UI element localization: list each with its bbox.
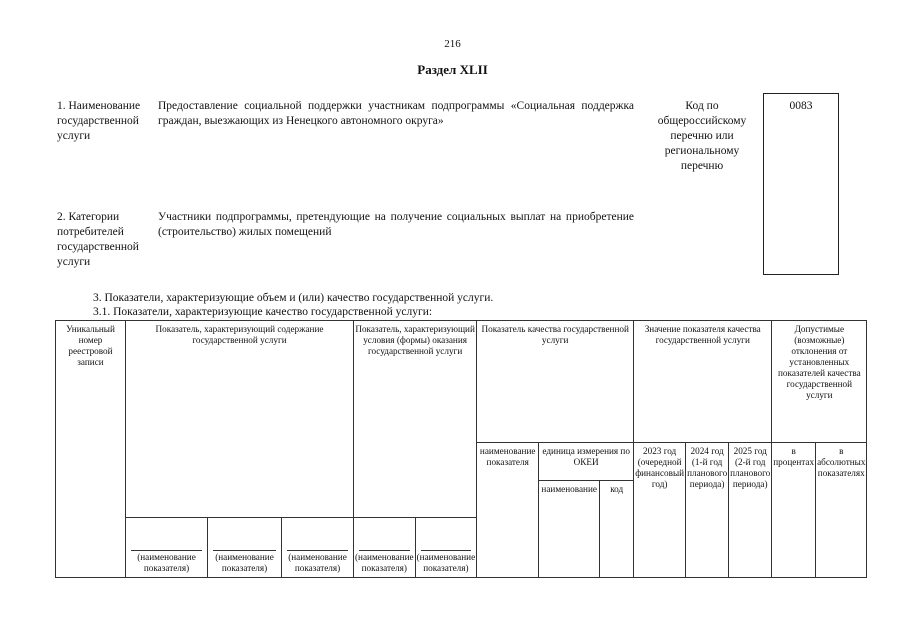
condition-indicator-2: (наименование показателя) — [415, 518, 477, 578]
code-value: 0083 — [789, 100, 813, 112]
header-indicator-name: наименование показателя — [477, 443, 539, 578]
code-box — [763, 93, 839, 275]
item31-text: 3.1. Показатели, характеризующие качество государственной услуги: — [93, 306, 433, 318]
header-okei-name: наименование — [539, 481, 600, 578]
header-in-absolute: в абсолютных показателях — [816, 443, 867, 578]
item2-label: 2. Категории потребителей государственной услуги — [57, 211, 139, 268]
page-number: 216 — [444, 38, 461, 50]
item2-text: Участники подпрограммы, претендующие на получение социальных выплат на приобретение (строительство) жилых помещений — [158, 211, 634, 238]
header-indicator-value: Значение показателя качества государственной услуги — [634, 321, 772, 443]
quality-indicators-table — [55, 320, 867, 578]
header-allowed-deviation: Допустимые (возможные) отклонения от установленных показателей качества государственной услуги — [772, 321, 867, 443]
header-condition-indicator: Показатель, характеризующий условия (формы) оказания государственной услуги — [354, 321, 477, 518]
header-in-percent: в процентах — [772, 443, 816, 578]
header-okei-unit: единица измерения по ОКЕИ — [539, 443, 634, 481]
item1-text: Предоставление социальной поддержки участникам подпрограммы «Социальная поддержка граждан, выезжающих из Ненецкого автономного округа» — [158, 100, 634, 127]
header-unique-number: Уникальный номер реестровой записи — [56, 321, 126, 578]
content-indicator-3: (наименование показателя) — [282, 518, 354, 578]
item3-text: 3. Показатели, характеризующие объем и (или) качество государственной услуги. — [93, 292, 494, 304]
condition-indicator-1: (наименование показателя) — [354, 518, 416, 578]
header-okei-code: код — [600, 481, 634, 578]
header-year-2023: 2023 год (очередной финансовый год) — [634, 443, 686, 578]
header-quality-indicator: Показатель качества государственной услуги — [477, 321, 634, 443]
code-label: Код по общероссийскому перечню или региональному перечню — [657, 100, 747, 172]
section-title: Раздел XLII — [417, 62, 488, 77]
header-content-indicator: Показатель, характеризующий содержание государственной услуги — [126, 321, 354, 518]
content-indicator-1: (наименование показателя) — [126, 518, 208, 578]
item1-label: 1. Наименование государственной услуги — [57, 100, 141, 142]
content-indicator-2: (наименование показателя) — [208, 518, 282, 578]
header-year-2024: 2024 год (1-й год планового периода) — [686, 443, 729, 578]
header-year-2025: 2025 год (2-й год планового периода) — [729, 443, 772, 578]
